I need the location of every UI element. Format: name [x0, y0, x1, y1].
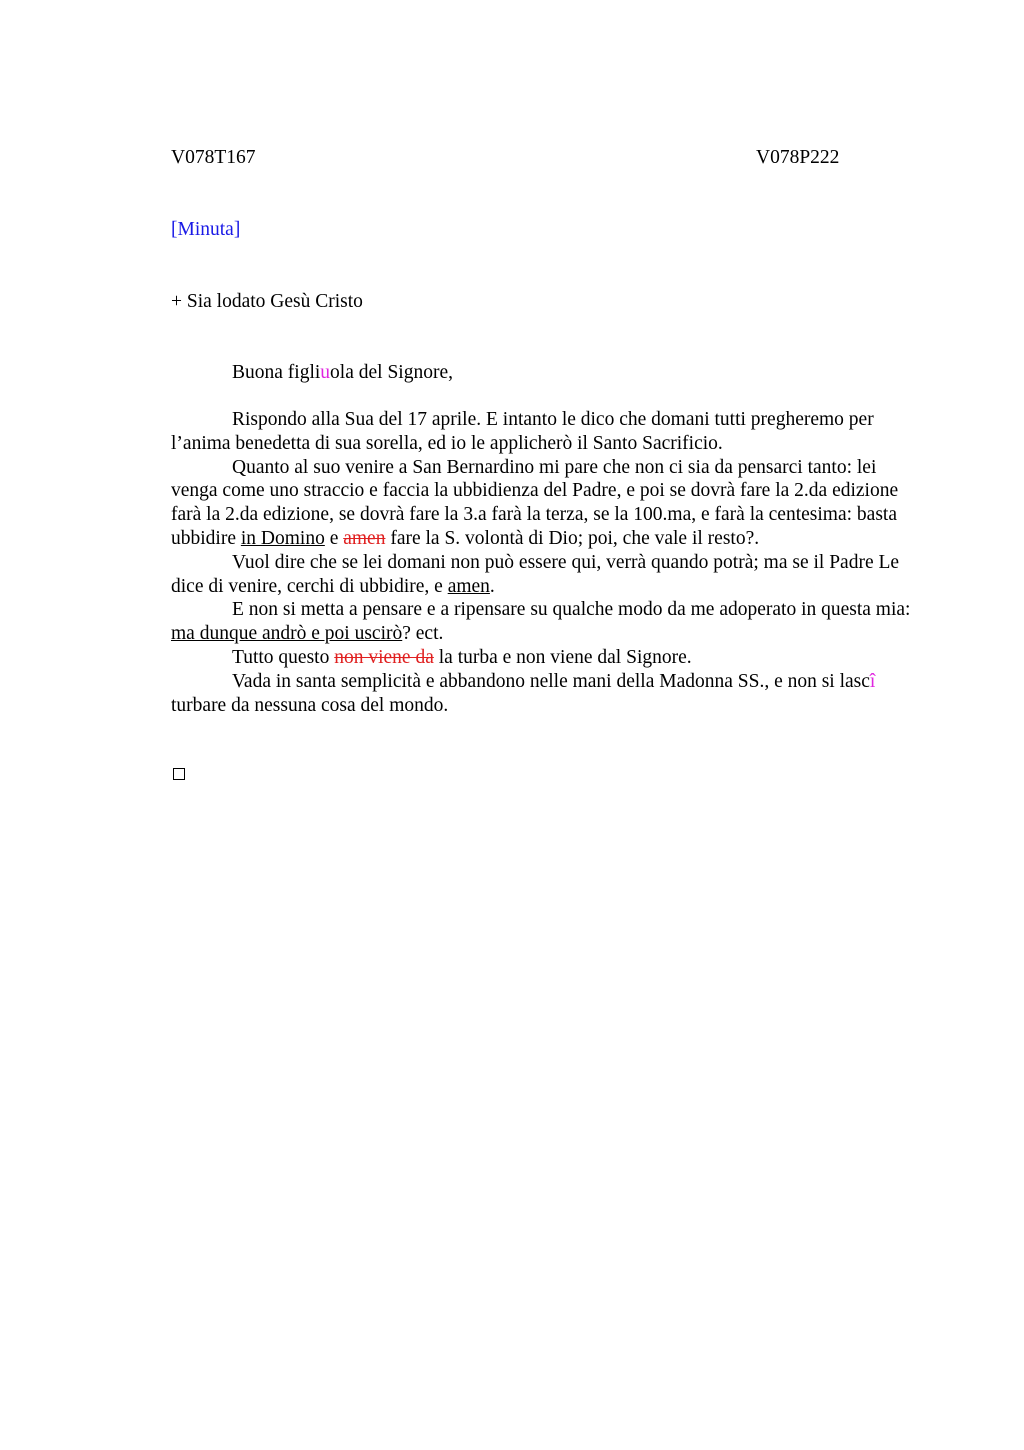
- letter-body: [171, 408, 916, 717]
- p3-underline: amen: [447, 575, 490, 597]
- p6-text-1: Vada in santa semplicità e abbandono nelle mani della Madonna SS., e non si lasc: [232, 670, 870, 692]
- p2-deletion: amen: [343, 527, 386, 549]
- salutation: [171, 361, 977, 385]
- salutation-before: Buona figli: [232, 362, 321, 383]
- end-marker-box: [173, 768, 185, 780]
- p4-underline: ma dunque andrò e poi uscirò: [171, 623, 403, 645]
- paragraph-1: Rispondo alla Sua del 17 aprile. E intanto le dico che domani tutti pregheremo per l’anima benedetta di sua sorella, ed io le applicherò il Santo Sacrificio.: [171, 409, 874, 454]
- document-ref-left: V078T167: [171, 147, 256, 168]
- p5-deletion: non viene da: [334, 646, 434, 668]
- paragraph-4: [171, 598, 916, 646]
- paragraph-6: [171, 670, 916, 718]
- p5-text-1: Tutto questo: [232, 646, 335, 668]
- paragraph-2: [171, 456, 916, 551]
- p3-text-2: .: [489, 575, 495, 597]
- p2-text-2: e: [324, 527, 344, 549]
- document-ref-right: V078P222: [756, 147, 840, 168]
- p6-insertion: î: [869, 670, 876, 692]
- p2-text-1: Quanto al suo venire a San Bernardino mi pare che non ci sia da pensarci tanto: lei venga come uno straccio e faccia la ubbidienza del Padre, e poi se dovrà fare la 2.da edizione farà la 2.da edizione, se dovrà fare la 3.a farà la terza, se la 100.ma, e farà la centesima: basta ubbidire: [171, 456, 899, 549]
- paragraph-3: [171, 551, 916, 599]
- p4-text-2: ? ect.: [402, 623, 444, 645]
- invocation-line: + Sia lodato Gesù Cristo: [171, 291, 363, 312]
- p3-text-1: Vuol dire che se lei domani non può essere qui, verrà quando potrà; ma se il Padre Le dice di venire, cerchi di ubbidire, e: [171, 551, 900, 597]
- salutation-after: ola del Signore,: [330, 362, 453, 383]
- p2-text-3: fare la S. volontà di Dio; poi, che vale il resto?.: [385, 527, 760, 549]
- p5-text-2: la turba e non viene dal Signore.: [433, 646, 692, 668]
- salutation-insertion: u: [320, 362, 331, 383]
- minuta-label: [Minuta]: [171, 219, 241, 240]
- p6-text-2: turbare da nessuna cosa del mondo.: [171, 694, 449, 716]
- paragraph-5: [171, 646, 916, 670]
- p4-text-1: E non si metta a pensare e a ripensare su qualche modo da me adoperato in questa mia:: [232, 599, 911, 621]
- p2-underline: in Domino: [240, 527, 325, 549]
